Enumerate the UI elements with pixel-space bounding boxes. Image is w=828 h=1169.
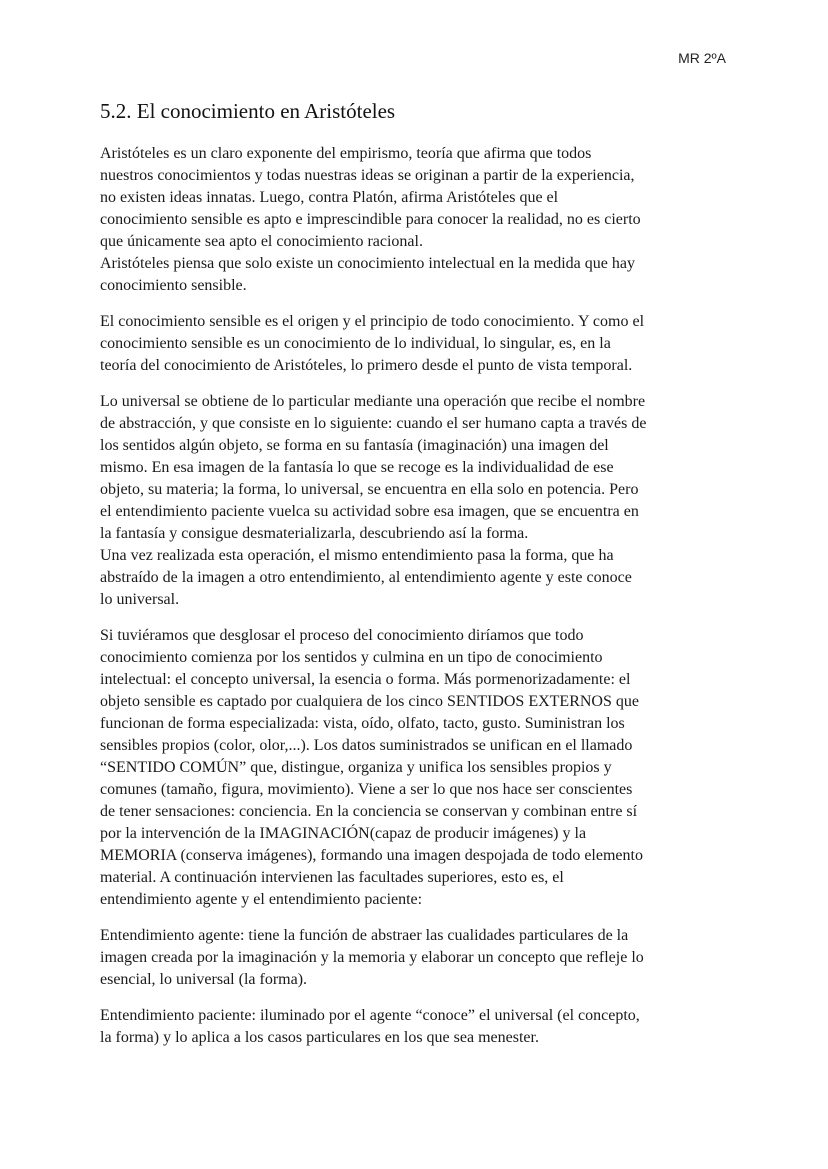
paragraph-6: Entendimiento paciente: iluminado por el agente “conoce” el universal (el concepto, la forma) y lo aplica a los casos particulares en los que sea menester. <box>100 1007 640 1046</box>
paragraph-5: Entendimiento agente: tiene la función de abstraer las cualidades particulares de la imagen creada por la imaginación y la memoria y elaborar un concepto que refleje lo esencial, lo universal (la forma). <box>100 927 644 988</box>
paragraph-4: Si tuviéramos que desglosar el proceso del conocimiento diríamos que todo conocimiento comienza por los sentidos y culmina en un tipo de conocimiento intelectual: el concepto universal, la esencia o forma. Más pormenorizadamente: el objeto sensible es captado por cualquiera de los cinco SENTIDOS EXTERNOS que funcionan de forma especializada: vista, oído, olfato, tacto, gusto. Suministran los sensibles propios (color, olor,...). Los datos suministrados se unifican en el llamado “SENTIDO COMÚN” que, distingue, organiza y unifica los sensibles propios y comunes (tamaño, figura, movimiento). Viene a ser lo que nos hace ser conscientes de tener sensaciones: conciencia. En la conciencia se conservan y combinan entre sí por la intervención de la IMAGINACIÓN(capaz de producir imágenes) y la MEMORIA (conserva imágenes), formando una imagen despojada de todo elemento material. A continuación intervienen las facultades superiores, esto es, el entendimiento agente y el entendimiento paciente: <box>100 627 643 908</box>
paragraph-1: Aristóteles es un claro exponente del empirismo, teoría que afirma que todos nuestros conocimientos y todas nuestras ideas se originan a partir de la experiencia, no existen ideas innatas. Luego, contra Platón, afirma Aristóteles que el conocimiento sensible es apto e imprescindible para conocer la realidad, no es cierto que únicamente sea apto el conocimiento racional. Aristóteles piensa que solo existe un conocimiento intelectual en la medida que hay conocimiento sensible. <box>100 145 641 294</box>
page-title: 5.2. El conocimiento en Aristóteles <box>100 99 396 123</box>
header-label: MR 2ºA <box>678 50 726 66</box>
paragraph-3: Lo universal se obtiene de lo particular mediante una operación que recibe el nombre de abstracción, y que consiste en lo siguiente: cuando el ser humano capta a través de los sentidos algún objeto, se forma en su fantasía (imaginación) una imagen del mismo. En esa imagen de la fantasía lo que se recoge es la individualidad de ese objeto, su materia; la forma, lo universal, se encuentra en ella solo en potencia. Pero el entendimiento paciente vuelca su actividad sobre esa imagen, que se encuentra en la fantasía y consigue desmaterializarla, descubriendo así la forma. Una vez realizada esta operación, el mismo entendimiento pasa la forma, que ha abstraído de la imagen a otro entendimiento, al entendimiento agente y este conoce lo universal. <box>100 393 647 608</box>
paragraph-2: El conocimiento sensible es el origen y el principio de todo conocimiento. Y como el conocimiento sensible es un conocimiento de lo individual, lo singular, es, en la teoría del conocimiento de Aristóteles, lo primero desde el punto de vista temporal. <box>100 313 645 374</box>
document-body <box>100 143 740 1063</box>
